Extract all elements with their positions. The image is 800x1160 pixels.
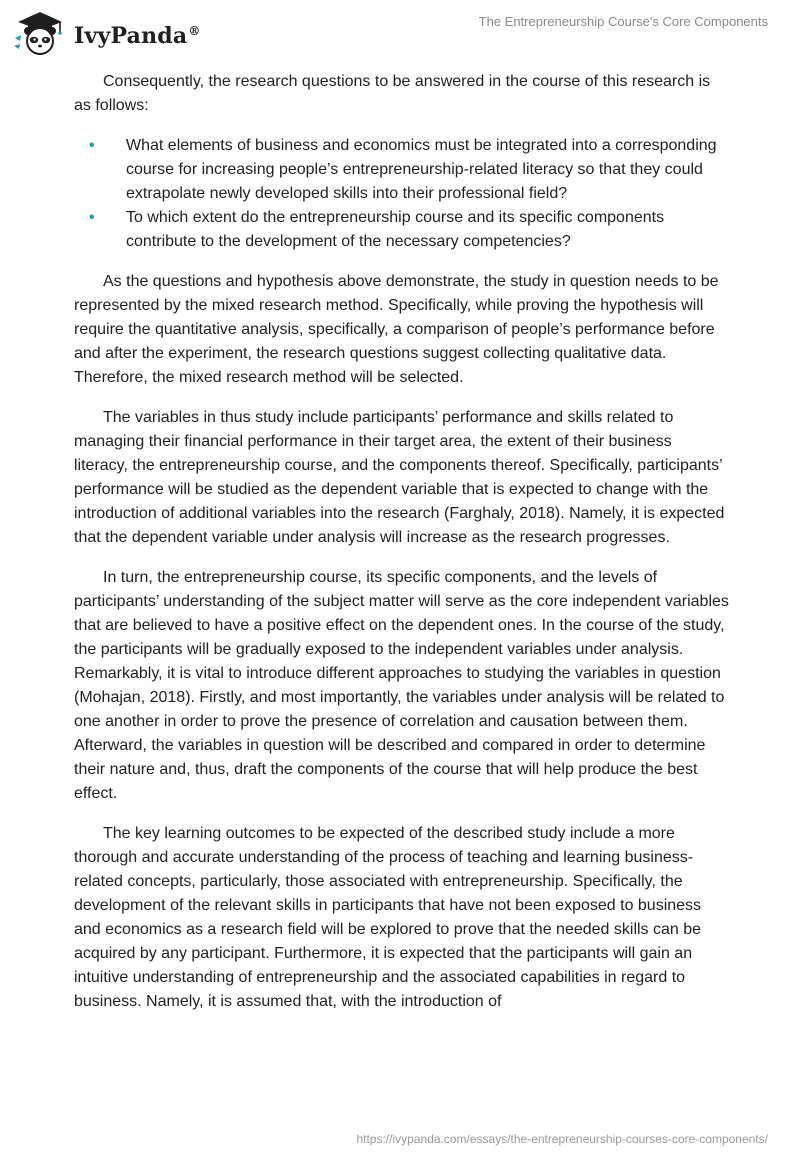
registered-mark: ® — [188, 23, 201, 38]
question-text: To which extent do the entrepreneurship course and its specific components contribute to the development of the necessary competencies? — [126, 209, 665, 250]
body-paragraph: In turn, the entrepreneurship course, its specific components, and the levels of participants’ understanding of the subject matter will serve as the core independent variables that are believed to have a positive effect on the dependent ones. In the course of the study, the participants will be gradually exposed to the independent variables under analysis. Remarkably, it is vital to introduce different approaches to studying the variables in question (Mohajan, 2018). Firstly, and most importantly, the variables under analysis will be related to one another in order to prove the presence of correlation and causation between them. Afterward, the variables in question will be described and compared in order to determine their nature and, thus, draft the components of the course that will help produce the best effect. — [74, 569, 729, 802]
research-questions-list — [74, 134, 730, 254]
essay-body — [74, 70, 730, 1030]
bullet-icon: • — [89, 137, 95, 154]
document-title: The Entrepreneurship Course's Core Components — [478, 14, 768, 29]
bullet-icon: • — [89, 209, 95, 226]
intro-paragraph: Consequently, the research questions to be answered in the course of this research is as follows: — [74, 73, 711, 114]
question-text: What elements of business and economics must be integrated into a corresponding course for increasing people’s entrepreneurship-related literacy so that they could extrapolate newly developed skills into their professional field? — [126, 137, 717, 202]
list-item — [89, 134, 730, 206]
source-url-link[interactable]: https://ivypanda.com/essays/the-entrepreneurship-courses-core-components/ — [356, 1132, 768, 1146]
page-header — [0, 0, 800, 70]
panda-graduation-cap-icon — [12, 8, 68, 58]
body-paragraph: The key learning outcomes to be expected of the described study include a more thorough and accurate understanding of the process of teaching and learning business-related concepts, particularly, those associated with entrepreneurship. Specifically, the development of the relevant skills in participants that have not been exposed to business and economics as a research field will be explored to prove that the needed skills can be acquired by any participant. Furthermore, it is expected that the participants will gain an intuitive understanding of entrepreneurship and the associated capabilities in regard to business. Namely, it is assumed that, with the introduction of — [74, 825, 702, 1010]
body-paragraph: As the questions and hypothesis above demonstrate, the study in question needs to be represented by the mixed research method. Specifically, while proving the hypothesis will require the quantitative analysis, specifically, a comparison of people’s performance before and after the experiment, the research questions suggest collecting qualitative data. Therefore, the mixed research method will be selected. — [74, 273, 719, 386]
body-paragraph: The variables in thus study include participants’ performance and skills related to managing their financial performance in their target area, the extent of their business literacy, the entrepreneurship course, and the components thereof. Specifically, participants’ performance will be studied as the dependent variable that is expected to change with the introduction of additional variables into the research (Farghaly, 2018). Namely, it is expected that the dependent variable under analysis will increase as the research progresses. — [74, 409, 725, 546]
list-item — [89, 206, 730, 254]
brand-logo-link[interactable] — [12, 8, 201, 58]
brand-name: IvyPanda® — [74, 23, 201, 49]
